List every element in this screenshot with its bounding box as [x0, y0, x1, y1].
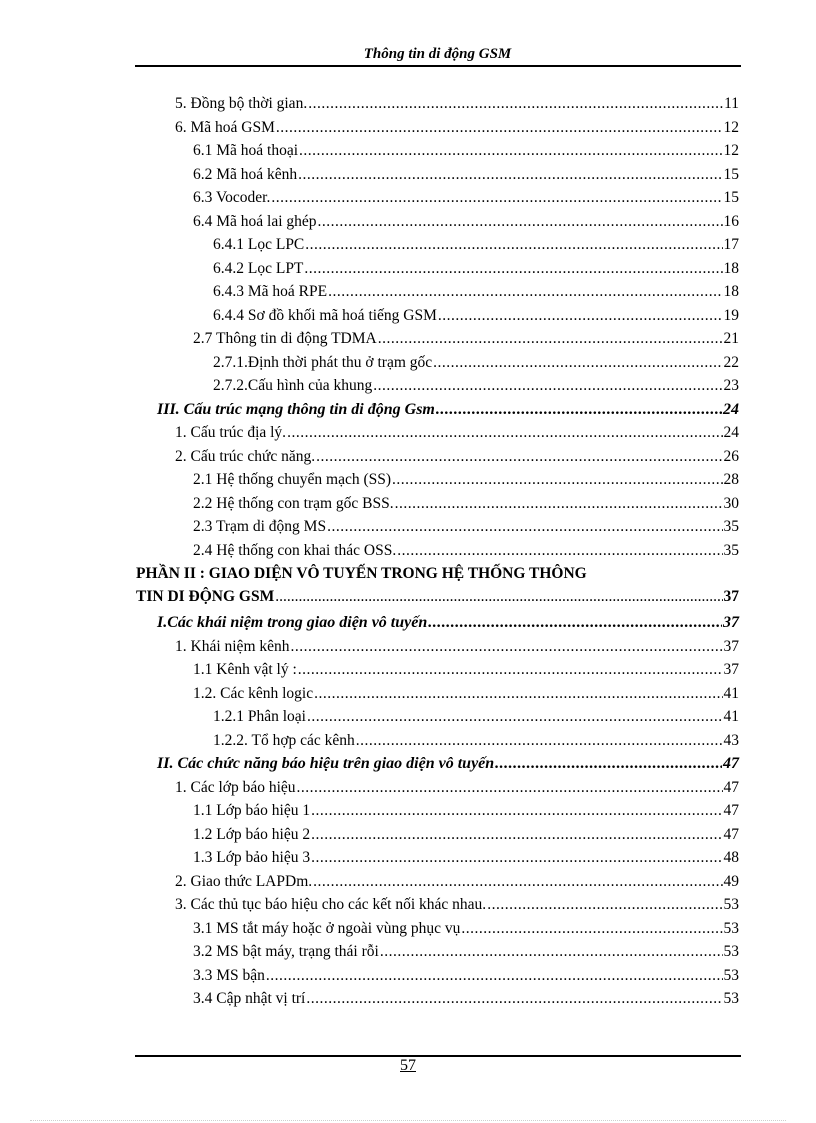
toc-entry-label: 2.1 Hệ thống chuyển mạch (SS)	[193, 471, 392, 488]
toc-page-number: 26	[723, 447, 739, 465]
toc-entry-label: 1.3 Lớp bảo hiệu 3	[193, 849, 311, 866]
toc-entry	[0, 611, 816, 635]
toc-entry	[0, 280, 816, 304]
toc-page-number: 37	[723, 637, 739, 655]
toc-entry	[0, 729, 816, 753]
toc-leader-dots	[271, 186, 722, 210]
toc-page-number: 12	[723, 142, 739, 159]
toc-page-number: 48	[723, 849, 739, 866]
toc-page-number: 47	[723, 778, 739, 796]
toc-entry-label: 1.2 Lớp báo hiệu 2	[193, 825, 311, 843]
toc-entry-label: 2.3 Trạm di động MS	[193, 518, 327, 535]
toc-page-number: 53	[723, 919, 739, 937]
toc-page-number: 35	[723, 518, 739, 535]
toc-entry	[0, 186, 816, 210]
toc-leader-dots	[308, 92, 723, 116]
toc-entry-label: 2.4 Hệ thống con khai thác OSS.	[193, 541, 397, 559]
toc-page-number: 24	[723, 400, 739, 418]
toc-entry-label: 5. Đồng bộ thời gian.	[175, 95, 308, 112]
toc-entry	[0, 893, 816, 917]
toc-entry	[0, 139, 816, 163]
toc-page-number: 47	[723, 825, 739, 843]
toc-leader-dots	[311, 799, 722, 823]
toc-page-number: 37	[723, 661, 739, 678]
toc-entry-label: 1.1 Lớp báo hiệu 1	[193, 802, 311, 819]
toc-entry-label: 3.4 Cập nhật vị trí	[193, 990, 306, 1007]
toc-leader-dots	[433, 351, 722, 375]
toc-page-number: 18	[723, 259, 739, 277]
toc-entry-label: 2. Cấu trúc chức năng.	[175, 447, 316, 465]
toc-page-number: 22	[723, 353, 739, 371]
toc-page-number: 41	[723, 708, 739, 725]
toc-page-number: 11	[724, 95, 739, 112]
toc-leader-dots	[380, 940, 723, 964]
toc-leader-dots	[395, 492, 723, 516]
toc-page-number: 53	[723, 990, 739, 1007]
toc-entry-label: 1.2. Các kênh logic	[193, 684, 314, 702]
toc-entry	[0, 940, 816, 964]
toc-entry	[0, 351, 816, 375]
toc-entry	[0, 398, 816, 422]
toc-leader-dots	[275, 585, 722, 608]
toc-entry	[0, 304, 816, 328]
toc-entry-label: 3.2 MS bật máy, trạng thái rỗi	[193, 943, 379, 960]
toc-page-number: 19	[723, 306, 739, 324]
toc-entry	[0, 163, 816, 187]
toc-entry-label: 1. Khái niệm kênh	[175, 637, 290, 655]
toc-page-number: 23	[723, 377, 739, 394]
running-header-title: Thông tin di động GSM	[363, 46, 512, 62]
toc-entry	[0, 987, 816, 1011]
toc-entry	[0, 799, 816, 823]
toc-leader-dots	[327, 515, 722, 539]
toc-leader-dots	[316, 445, 722, 469]
toc-entry-label: II. Các chức năng báo hiệu trên giao diện vô tuyến	[157, 755, 495, 772]
toc-leader-dots	[299, 139, 722, 163]
toc-page-number: 49	[723, 872, 739, 890]
toc-page-number: 12	[723, 118, 739, 136]
toc-page-number: 30	[723, 494, 739, 512]
toc-entry	[0, 562, 816, 611]
toc-page-number: 35	[723, 541, 739, 559]
toc-entry-label: 6. Mã hoá GSM	[175, 118, 275, 136]
toc-leader-dots	[436, 398, 722, 422]
toc-page-number: 53	[723, 896, 739, 913]
toc-entry-label: 3. Các thủ tục báo hiệu cho các kết nối khác nhau.	[175, 896, 487, 913]
toc-leader-dots	[328, 280, 722, 304]
toc-entry-label: 6.4.2 Lọc LPT	[213, 259, 304, 277]
toc-leader-dots	[297, 776, 723, 800]
toc-page-number: 41	[723, 684, 739, 702]
toc-entry	[0, 327, 816, 351]
toc-entry-label: 6.2 Mã hoá kênh	[193, 165, 298, 183]
toc-leader-dots	[356, 729, 723, 753]
toc-leader-dots	[304, 257, 722, 281]
toc-leader-dots	[291, 635, 723, 659]
toc-entry-label: 2.2 Hệ thống con trạm gốc BSS.	[193, 494, 394, 512]
toc-entry-label: 3.1 MS tắt máy hoặc ở ngoài vùng phục vụ	[193, 919, 461, 937]
toc-entry-label: I.Các khái niệm trong giao diện vô tuyến	[157, 614, 428, 631]
toc-leader-dots	[305, 233, 722, 257]
toc-page-number: 24	[723, 424, 739, 441]
toc-leader-dots	[313, 870, 722, 894]
toc-page-number: 47	[723, 755, 739, 772]
toc-page-number: 21	[723, 330, 739, 347]
toc-entry-label: 1.1 Kênh vật lý :	[193, 661, 297, 678]
toc-page-number: 37	[723, 614, 739, 631]
toc-entry	[0, 233, 816, 257]
toc-entry-label: 1. Cấu trúc địa lý.	[175, 424, 287, 441]
toc-entry	[0, 964, 816, 988]
toc-page-number: 43	[723, 731, 739, 749]
toc-entry-label: 6.4.3 Mã hoá RPE	[213, 283, 328, 300]
toc-leader-dots	[311, 823, 722, 847]
toc-entry	[0, 210, 816, 234]
toc-entry-label: III. Cấu trúc mạng thông tin di động Gsm	[157, 400, 435, 418]
toc-entry-label: 6.4.1 Lọc LPC	[213, 236, 305, 253]
toc-page-number: 28	[723, 471, 739, 488]
toc-entry	[0, 846, 816, 870]
toc-entry-label: 6.1 Mã hoá thoại	[193, 142, 299, 159]
toc-leader-dots	[428, 611, 722, 635]
toc-entry	[0, 468, 816, 492]
toc-leader-dots	[487, 893, 722, 917]
toc-entry	[0, 682, 816, 706]
toc-entry	[0, 445, 816, 469]
toc-leader-dots	[276, 116, 723, 140]
toc-entry	[0, 658, 816, 682]
toc-entry-label: 6.4.4 Sơ đồ khối mã hoá tiếng GSM	[213, 306, 437, 324]
toc-entry	[0, 116, 816, 140]
toc-leader-dots	[495, 752, 722, 776]
toc-entry	[0, 870, 816, 894]
toc-page-number: 15	[723, 165, 739, 183]
toc-entry-label: 6.4 Mã hoá lai ghép	[193, 212, 317, 230]
toc-leader-dots	[392, 468, 722, 492]
toc-leader-dots	[373, 374, 722, 398]
toc-leader-dots	[311, 846, 722, 870]
toc-entry	[0, 421, 816, 445]
toc-entry	[0, 752, 816, 776]
toc-part-title-line1: PHẦN II : GIAO DIỆN VÔ TUYẾN TRONG HỆ THỐNG THÔNG	[136, 565, 587, 582]
toc-entry-label: 3.3 MS bận	[193, 966, 265, 984]
toc-entry-label: 2.7 Thông tin di động TDMA	[193, 330, 377, 347]
toc-part-title-line2: TIN DI ĐỘNG GSM	[136, 588, 275, 605]
toc-entry	[0, 374, 816, 398]
toc-page-number: 53	[723, 966, 739, 984]
toc-leader-dots	[461, 917, 722, 941]
toc-entry-label: 1.2.1 Phân loại	[213, 708, 306, 725]
toc-entry	[0, 515, 816, 539]
toc-page-number: 37	[723, 588, 739, 605]
page-edge-dotted-line	[30, 1120, 786, 1121]
toc-entry	[0, 635, 816, 659]
table-of-contents	[0, 92, 816, 1011]
toc-entry	[0, 776, 816, 800]
toc-page-number: 18	[723, 283, 739, 300]
toc-page-number: 17	[723, 236, 739, 253]
toc-entry	[0, 539, 816, 563]
toc-leader-dots	[318, 210, 723, 234]
toc-entry	[0, 823, 816, 847]
toc-leader-dots	[438, 304, 723, 328]
toc-leader-dots	[307, 705, 723, 729]
toc-leader-dots	[266, 964, 723, 988]
toc-leader-dots	[397, 539, 722, 563]
page-number	[0, 1057, 816, 1075]
toc-page-number: 16	[723, 212, 739, 230]
toc-page-number: 53	[723, 943, 739, 960]
toc-entry-label: 1.2.2. Tổ hợp các kênh	[213, 731, 355, 749]
toc-entry	[0, 917, 816, 941]
toc-leader-dots	[287, 421, 722, 445]
toc-entry	[0, 257, 816, 281]
toc-page-number: 15	[723, 189, 739, 206]
toc-page-number: 47	[723, 802, 739, 819]
toc-leader-dots	[298, 658, 723, 682]
toc-entry-label: 6.3 Vocoder.	[193, 189, 271, 206]
toc-entry-label: 2. Giao thức LAPDm.	[175, 872, 313, 890]
page-number-text: 57	[400, 1057, 416, 1074]
toc-leader-dots	[306, 987, 722, 1011]
toc-leader-dots	[378, 327, 723, 351]
toc-entry	[0, 705, 816, 729]
toc-entry-label: 2.7.2.Cấu hình của khung	[213, 377, 373, 394]
toc-entry-label: 2.7.1.Định thời phát thu ở trạm gốc	[213, 353, 433, 371]
toc-entry	[0, 492, 816, 516]
toc-leader-dots	[298, 163, 722, 187]
toc-entry	[0, 92, 816, 116]
toc-entry-label: 1. Các lớp báo hiệu	[175, 778, 296, 796]
toc-leader-dots	[314, 682, 722, 706]
header-divider	[135, 65, 741, 67]
